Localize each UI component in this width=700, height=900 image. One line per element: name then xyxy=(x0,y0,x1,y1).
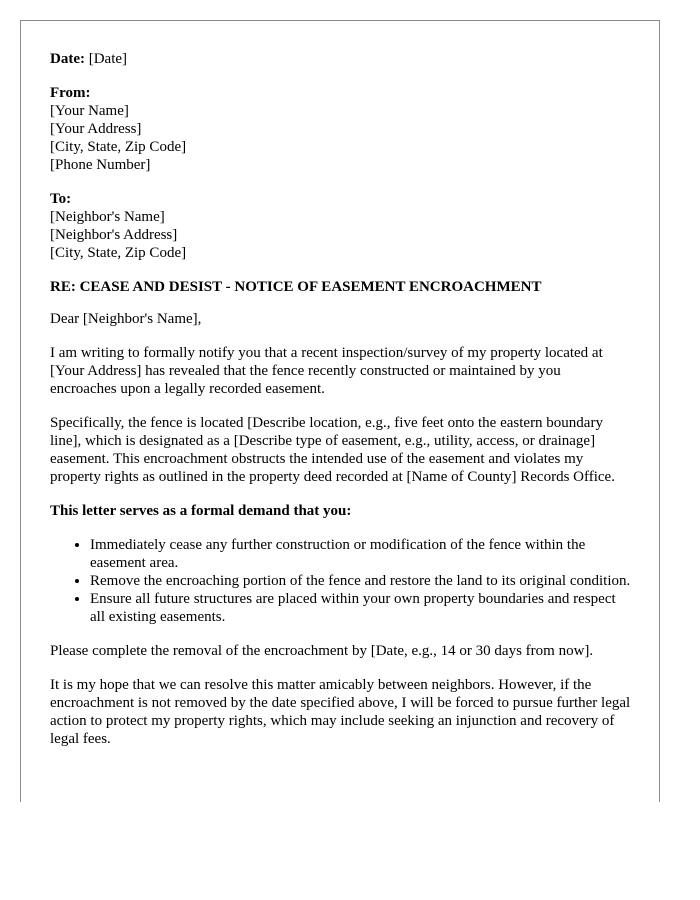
demand-item-ensure: • Ensure all future structures are placed within your own property boundaries and respect all existing easements. xyxy=(90,590,631,626)
sender-name: [Your Name] xyxy=(50,103,129,119)
date-line xyxy=(50,50,631,68)
recipient-name: [Neighbor's Name] xyxy=(50,209,165,225)
body-paragraph-deadline: Please complete the removal of the encroachment by [Date, e.g., 14 or 30 days from now]. xyxy=(50,643,594,659)
subject-line: RE: CEASE AND DESIST - NOTICE OF EASEMENT ENCROACHMENT xyxy=(50,279,542,295)
from-label: From: xyxy=(50,85,91,101)
recipient-block xyxy=(50,190,631,262)
demand-item-cease: • Immediately cease any further construction or modification of the fence within the easement area. xyxy=(90,536,631,572)
sender-block xyxy=(50,84,631,174)
date-label: Date: xyxy=(50,51,85,67)
recipient-city-state-zip: [City, State, Zip Code] xyxy=(50,245,187,261)
demand-heading: This letter serves as a formal demand that you: xyxy=(50,503,352,519)
sender-address: [Your Address] xyxy=(50,121,142,137)
demand-item-remove: • Remove the encroaching portion of the fence and restore the land to its original condition. xyxy=(90,572,631,590)
letter-page xyxy=(20,20,660,802)
body-paragraph-legal-action: It is my hope that we can resolve this matter amicably between neighbors. However, if the encroachment is not removed by the date specified above, I will be forced to pursue further legal action to protect my property rights, which may include seeking an injunction and recovery of legal fees. xyxy=(50,677,631,747)
to-label: To: xyxy=(50,191,72,207)
sender-phone: [Phone Number] xyxy=(50,157,151,173)
body-paragraph-details: Specifically, the fence is located [Describe location, e.g., five feet onto the eastern boundary line], which is designated as a [Describe type of easement, e.g., utility, access, or drainage] easement. This encroachment obstructs the intended use of the easement and violates my property rights as outlined in the property deed recorded at [Name of County] Records Office. xyxy=(50,415,615,485)
sender-city-state-zip: [City, State, Zip Code] xyxy=(50,139,187,155)
salutation: Dear [Neighbor's Name], xyxy=(50,311,202,327)
body-paragraph-notice: I am writing to formally notify you that a recent inspection/survey of my property located at [Your Address] has revealed that the fence recently constructed or maintained by you encroaches upon a legally recorded easement. xyxy=(50,345,603,397)
date-value: [Date] xyxy=(88,51,128,67)
recipient-address: [Neighbor's Address] xyxy=(50,227,178,243)
demand-list xyxy=(50,536,631,626)
